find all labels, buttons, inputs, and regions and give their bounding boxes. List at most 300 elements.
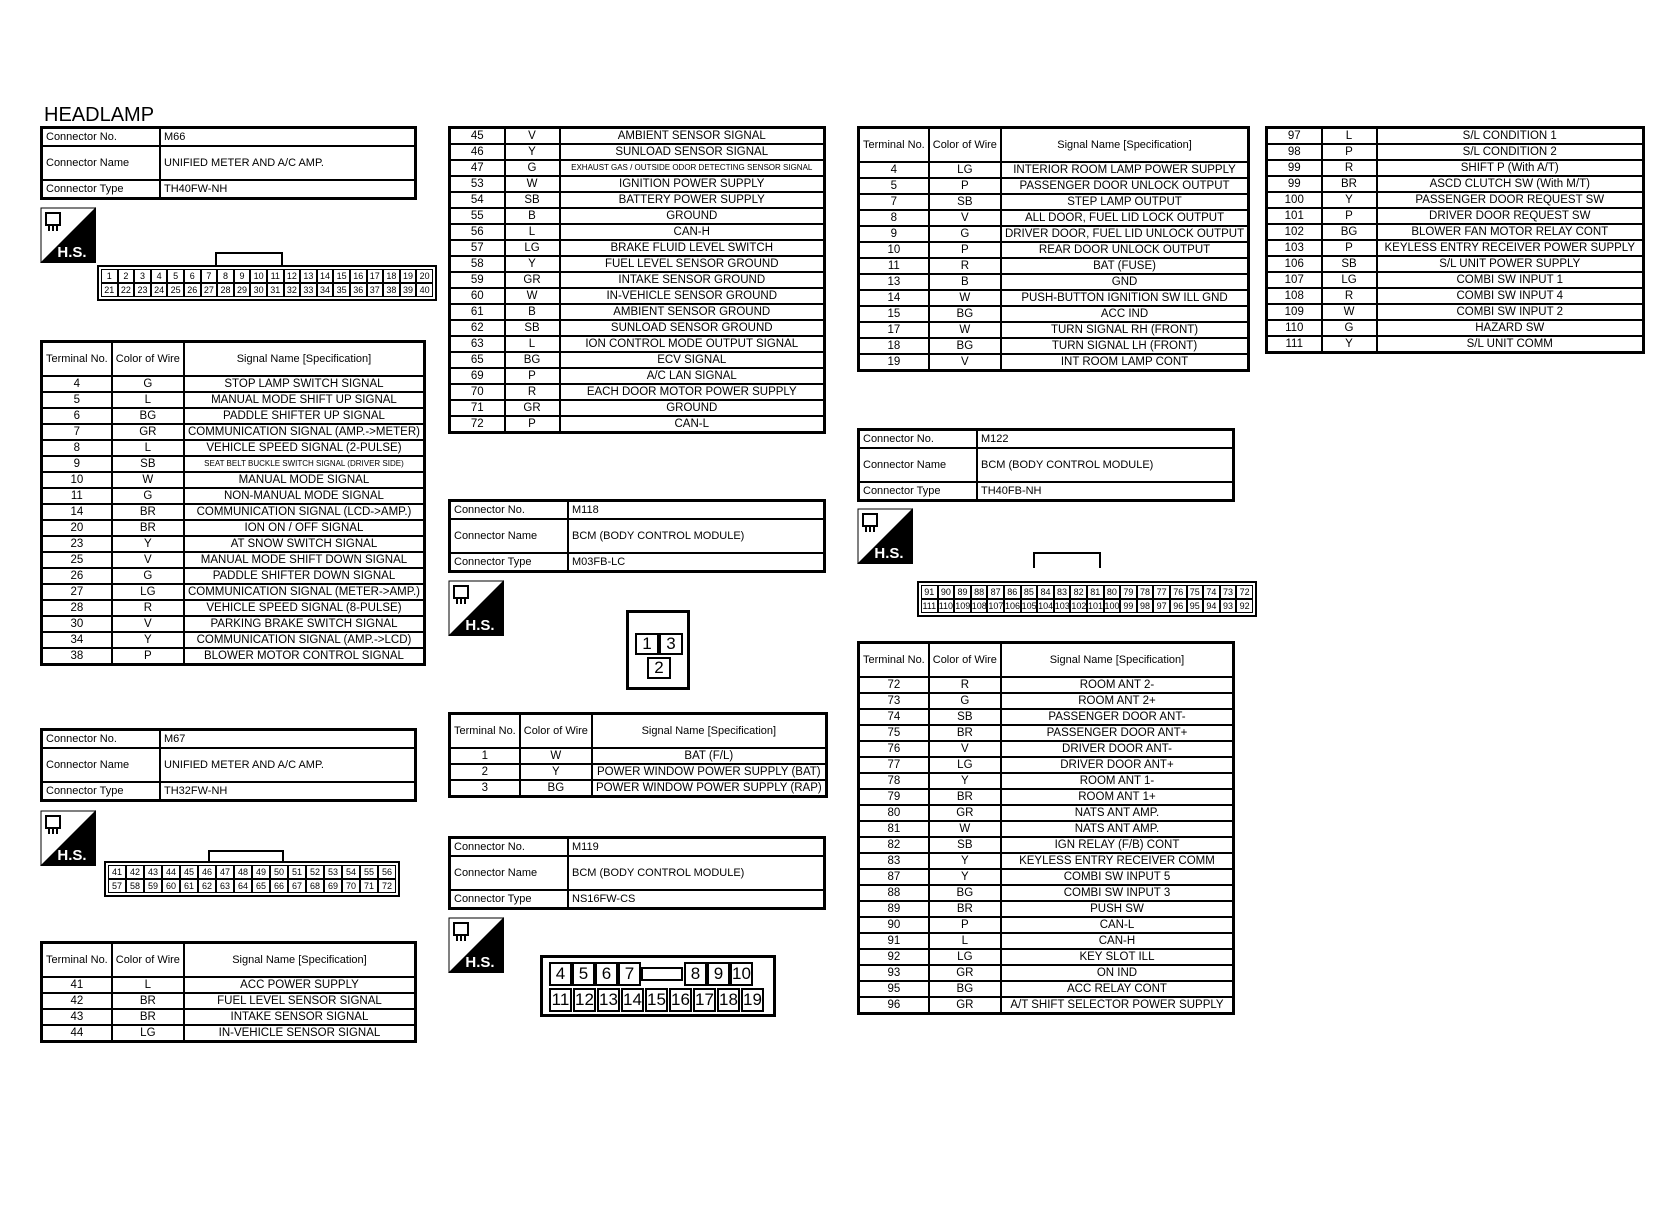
pin: 32 [284, 283, 301, 297]
connector-no-value: M66 [160, 128, 416, 147]
table-row [450, 352, 825, 368]
terminal-cell: 58 [450, 256, 505, 272]
pin: 3 [134, 269, 151, 283]
terminal-cell: 93 [859, 965, 929, 981]
color-cell: BR [112, 993, 184, 1009]
connector-name-value: BCM (BODY CONTROL MODULE) [568, 519, 825, 553]
table-row [859, 917, 1234, 933]
signal-cell: IGNITION POWER SUPPLY [560, 176, 825, 192]
table-row [450, 272, 825, 288]
pin: 53 [324, 865, 342, 879]
color-cell: Y [929, 853, 1001, 869]
pin: 81 [1087, 585, 1104, 599]
pin: 82 [1070, 585, 1087, 599]
pin: 105 [1021, 601, 1037, 611]
pin: 95 [1187, 599, 1204, 613]
terminal-cell: 106 [1267, 256, 1322, 272]
pin: 4 [151, 269, 168, 283]
hs-label: H.S. [874, 545, 904, 562]
pin: 72 [378, 879, 396, 893]
table-row [1267, 128, 1644, 145]
signal-cell: TURN SIGNAL RH (FRONT) [1001, 322, 1249, 338]
signal-cell: PARKING BRAKE SWITCH SIGNAL [184, 616, 425, 632]
terminal-cell: 82 [859, 837, 929, 853]
signal-header: Signal Name [Specification] [1001, 643, 1234, 678]
signal-cell: GROUND [560, 208, 825, 224]
connector-type-value: NS16FW-CS [568, 890, 825, 909]
pin: 6 [595, 962, 618, 986]
pin: 86 [1004, 585, 1021, 599]
color-cell: LG [1322, 272, 1377, 288]
table-row [859, 965, 1234, 981]
table-row [859, 354, 1249, 371]
color-cell: GR [929, 997, 1001, 1014]
color-cell: V [112, 552, 184, 568]
pin: 25 [167, 283, 184, 297]
table-row [1267, 176, 1644, 192]
terminal-cell: 9 [859, 226, 929, 242]
color-cell: V [505, 128, 560, 145]
terminal-cell: 103 [1267, 240, 1322, 256]
pin: 40 [416, 283, 433, 297]
signal-cell: PASSENGER DOOR REQUEST SW [1377, 192, 1644, 208]
signal-cell: COMBI SW INPUT 2 [1377, 304, 1644, 320]
signal-cell: FUEL LEVEL SENSOR GROUND [560, 256, 825, 272]
color-cell: W [929, 290, 1001, 306]
color-header: Color of Wire [929, 128, 1001, 163]
m122-pin-grid [917, 581, 1257, 617]
terminal-cell: 97 [1267, 128, 1322, 145]
color-cell: P [929, 178, 1001, 194]
pin: 19 [400, 269, 417, 283]
pin: 18 [717, 988, 740, 1012]
table-row [42, 1009, 416, 1025]
terminal-cell: 19 [859, 354, 929, 371]
pin: 23 [134, 283, 151, 297]
signal-cell: EXHAUST GAS / OUTSIDE ODOR DETECTING SENSOR SIGNAL [560, 160, 825, 176]
pin: 14 [317, 269, 334, 283]
table-row [859, 274, 1249, 290]
terminal-cell: 7 [42, 424, 112, 440]
terminal-cell: 4 [859, 162, 929, 178]
signal-cell: ECV SIGNAL [560, 352, 825, 368]
table-row [42, 392, 425, 408]
label-connector-type: Connector Type [450, 890, 569, 909]
connector-no-value: M118 [568, 501, 825, 520]
table-row [859, 757, 1234, 773]
pin: 47 [216, 865, 234, 879]
terminal-cell: 47 [450, 160, 505, 176]
pin: 12 [284, 269, 301, 283]
signal-cell: A/T SHIFT SELECTOR POWER SUPPLY [1001, 997, 1234, 1014]
pin: 11 [267, 269, 284, 283]
terminal-cell: 60 [450, 288, 505, 304]
signal-cell: INT ROOM LAMP CONT [1001, 354, 1249, 371]
terminal-cell: 75 [859, 725, 929, 741]
pin: 111 [922, 601, 937, 611]
terminal-header: Terminal No. [42, 943, 112, 978]
terminal-cell: 87 [859, 869, 929, 885]
table-row [42, 993, 416, 1009]
color-cell: R [112, 600, 184, 616]
signal-cell: ION ON / OFF SIGNAL [184, 520, 425, 536]
signal-cell: VEHICLE SPEED SIGNAL (2-PULSE) [184, 440, 425, 456]
table-row [859, 789, 1234, 805]
terminal-cell: 11 [42, 488, 112, 504]
table-row [859, 338, 1249, 354]
pin: 101 [1087, 601, 1103, 611]
pin: 71 [360, 879, 378, 893]
table-row [42, 440, 425, 456]
signal-cell: ACC RELAY CONT [1001, 981, 1234, 997]
terminal-cell: 7 [859, 194, 929, 210]
signal-cell: TURN SIGNAL LH (FRONT) [1001, 338, 1249, 354]
color-header: Color of Wire [520, 714, 592, 749]
pin: 76 [1170, 585, 1187, 599]
color-header: Color of Wire [929, 643, 1001, 678]
signal-cell: NON-MANUAL MODE SIGNAL [184, 488, 425, 504]
hs-label: H.S. [57, 847, 87, 864]
table-header [42, 342, 425, 377]
terminal-cell: 62 [450, 320, 505, 336]
terminal-cell: 95 [859, 981, 929, 997]
color-cell: G [505, 160, 560, 176]
signal-cell: AT SNOW SWITCH SIGNAL [184, 536, 425, 552]
harness-side-icon [448, 917, 504, 973]
signal-cell: S/L UNIT POWER SUPPLY [1377, 256, 1644, 272]
table-row [450, 208, 825, 224]
label-connector-name: Connector Name [450, 519, 569, 553]
color-cell: BR [1322, 176, 1377, 192]
terminal-cell: 63 [450, 336, 505, 352]
pin: 9 [707, 962, 730, 986]
pin: 41 [108, 865, 126, 879]
signal-cell: ROOM ANT 1+ [1001, 789, 1234, 805]
terminal-cell: 59 [450, 272, 505, 288]
terminal-cell: 70 [450, 384, 505, 400]
color-cell: G [1322, 320, 1377, 336]
m66-pin-grid [97, 265, 437, 301]
color-cell: P [112, 648, 184, 665]
label-connector-no: Connector No. [450, 838, 569, 857]
label-connector-type: Connector Type [859, 482, 978, 501]
signal-cell: VEHICLE SPEED SIGNAL (8-PULSE) [184, 600, 425, 616]
pin: 8 [217, 269, 234, 283]
terminal-cell: 99 [1267, 160, 1322, 176]
pin: 11 [549, 988, 572, 1012]
table-row [859, 869, 1234, 885]
terminal-cell: 54 [450, 192, 505, 208]
pin: 93 [1220, 599, 1237, 613]
table-row [859, 693, 1234, 709]
pin: 104 [1038, 601, 1054, 611]
pin: 70 [342, 879, 360, 893]
pin: 52 [306, 865, 324, 879]
connector-name-value: BCM (BODY CONTROL MODULE) [977, 448, 1234, 482]
pin: 102 [1071, 601, 1087, 611]
connector-no-value: M119 [568, 838, 825, 857]
pin: 80 [1104, 585, 1121, 599]
pin-row [108, 865, 396, 879]
pin: 107 [988, 601, 1004, 611]
table-row [859, 725, 1234, 741]
signal-cell: IN-VEHICLE SENSOR SIGNAL [184, 1025, 416, 1042]
pin-row [921, 585, 1253, 599]
terminal-cell: 65 [450, 352, 505, 368]
terminal-cell: 88 [859, 885, 929, 901]
pin: 64 [234, 879, 252, 893]
pin: 4 [549, 962, 572, 986]
pin: 18 [383, 269, 400, 283]
pin: 73 [1220, 585, 1237, 599]
m122-signal-table-cont [1265, 126, 1645, 354]
pin: 90 [938, 585, 955, 599]
pin-row [101, 283, 433, 297]
signal-cell: STOP LAMP SWITCH SIGNAL [184, 376, 425, 392]
pin: 51 [288, 865, 306, 879]
table-row [859, 194, 1249, 210]
m122-signal-table [857, 641, 1235, 1015]
color-cell: Y [929, 773, 1001, 789]
table-row [859, 805, 1234, 821]
pin: 7 [201, 269, 218, 283]
pin: 33 [300, 283, 317, 297]
pin: 94 [1203, 599, 1220, 613]
color-cell: W [1322, 304, 1377, 320]
color-cell: P [929, 242, 1001, 258]
pin: 54 [342, 865, 360, 879]
terminal-cell: 57 [450, 240, 505, 256]
color-cell: Y [1322, 192, 1377, 208]
label-connector-no: Connector No. [450, 501, 569, 520]
pin: 29 [234, 283, 251, 297]
pin: 12 [573, 988, 596, 1012]
terminal-cell: 80 [859, 805, 929, 821]
color-cell: V [929, 210, 1001, 226]
signal-header: Signal Name [Specification] [184, 943, 416, 978]
table-row [1267, 208, 1644, 224]
pin: 65 [252, 879, 270, 893]
color-cell: W [520, 748, 592, 764]
color-cell: BR [112, 504, 184, 520]
table-row [1267, 272, 1644, 288]
pin: 109 [955, 601, 971, 611]
color-cell: L [505, 224, 560, 240]
pin: 26 [184, 283, 201, 297]
terminal-cell: 55 [450, 208, 505, 224]
terminal-cell: 8 [42, 440, 112, 456]
label-connector-name: Connector Name [859, 448, 978, 482]
table-row [42, 408, 425, 424]
signal-cell: POWER WINDOW POWER SUPPLY (RAP) [592, 780, 826, 797]
connector-type-value: TH40FW-NH [160, 180, 416, 199]
signal-header: Signal Name [Specification] [592, 714, 826, 749]
signal-cell: SHIFT P (With A/T) [1377, 160, 1644, 176]
harness-side-icon [857, 508, 913, 564]
pin: 74 [1203, 585, 1220, 599]
terminal-cell: 78 [859, 773, 929, 789]
table-row [42, 376, 425, 392]
color-header: Color of Wire [112, 342, 184, 377]
terminal-cell: 69 [450, 368, 505, 384]
table-row [42, 600, 425, 616]
pin: 13 [597, 988, 620, 1012]
signal-cell: IGN RELAY (F/B) CONT [1001, 837, 1234, 853]
terminal-cell: 30 [42, 616, 112, 632]
pin: 15 [333, 269, 350, 283]
pin: 27 [201, 283, 218, 297]
color-cell: LG [929, 757, 1001, 773]
table-row [450, 304, 825, 320]
signal-cell: SEAT BELT BUCKLE SWITCH SIGNAL (DRIVER SIDE) [184, 456, 425, 472]
color-cell: L [1322, 128, 1377, 145]
terminal-cell: 46 [450, 144, 505, 160]
table-row [450, 128, 825, 145]
table-row [450, 144, 825, 160]
table-row [1267, 320, 1644, 336]
terminal-cell: 13 [859, 274, 929, 290]
pin: 99 [1120, 599, 1137, 613]
color-cell: Y [505, 144, 560, 160]
table-row [450, 256, 825, 272]
color-cell: LG [929, 162, 1001, 178]
pin-row [921, 599, 1253, 613]
pin: 100 [1104, 601, 1120, 611]
terminal-cell: 5 [42, 392, 112, 408]
signal-cell: COMMUNICATION SIGNAL (METER->AMP.) [184, 584, 425, 600]
hs-label: H.S. [465, 617, 495, 634]
signal-cell: GROUND [560, 400, 825, 416]
pin: 39 [400, 283, 417, 297]
table-row [450, 176, 825, 192]
harness-side-icon [40, 810, 96, 866]
table-row [450, 748, 827, 764]
signal-cell: ROOM ANT 2+ [1001, 693, 1234, 709]
table-row [450, 384, 825, 400]
terminal-cell: 27 [42, 584, 112, 600]
table-row [42, 648, 425, 665]
table-header [450, 714, 827, 749]
signal-cell: BRAKE FLUID LEVEL SWITCH [560, 240, 825, 256]
terminal-cell: 9 [42, 456, 112, 472]
color-cell: G [112, 376, 184, 392]
signal-cell: DRIVER DOOR, FUEL LID UNLOCK OUTPUT [1001, 226, 1249, 242]
terminal-cell: 91 [859, 933, 929, 949]
signal-cell: COMBI SW INPUT 3 [1001, 885, 1234, 901]
pin: 19 [741, 988, 764, 1012]
table-row [859, 837, 1234, 853]
m67-signal-table-cont [448, 126, 826, 434]
table-row [1267, 160, 1644, 176]
m67-signal-table [40, 941, 417, 1043]
signal-cell: SUNLOAD SENSOR GROUND [560, 320, 825, 336]
color-cell: P [929, 917, 1001, 933]
signal-cell: POWER WINDOW POWER SUPPLY (BAT) [592, 764, 826, 780]
pin: 2 [647, 657, 671, 679]
terminal-cell: 23 [42, 536, 112, 552]
pin: 5 [572, 962, 595, 986]
pin: 44 [162, 865, 180, 879]
table-row [1267, 288, 1644, 304]
color-cell: BG [505, 352, 560, 368]
table-row [859, 242, 1249, 258]
terminal-header: Terminal No. [42, 342, 112, 377]
terminal-cell: 2 [450, 764, 520, 780]
terminal-cell: 28 [42, 600, 112, 616]
color-cell: SB [505, 320, 560, 336]
pin: 22 [118, 283, 135, 297]
table-row [1267, 304, 1644, 320]
table-row [859, 981, 1234, 997]
table-row [859, 162, 1249, 178]
pin: 59 [144, 879, 162, 893]
pin: 46 [198, 865, 216, 879]
connector-type-value: M03FB-LC [568, 553, 825, 572]
pin: 34 [317, 283, 334, 297]
signal-cell: ACC POWER SUPPLY [184, 977, 416, 993]
signal-cell: AMBIENT SENSOR GROUND [560, 304, 825, 320]
signal-cell: FUEL LEVEL SENSOR SIGNAL [184, 993, 416, 1009]
color-cell: R [505, 384, 560, 400]
terminal-cell: 108 [1267, 288, 1322, 304]
color-cell: SB [929, 194, 1001, 210]
terminal-cell: 61 [450, 304, 505, 320]
color-cell: L [112, 440, 184, 456]
color-cell: BG [929, 981, 1001, 997]
label-connector-name: Connector Name [42, 146, 161, 180]
pin: 35 [333, 283, 350, 297]
color-cell: P [1322, 208, 1377, 224]
signal-cell: CAN-H [1001, 933, 1234, 949]
m119-pins [540, 955, 776, 1017]
color-cell: SB [505, 192, 560, 208]
table-row [42, 424, 425, 440]
color-cell: GR [112, 424, 184, 440]
color-cell: GR [505, 400, 560, 416]
connector-name-value: UNIFIED METER AND A/C AMP. [160, 748, 416, 782]
label-connector-type: Connector Type [42, 782, 161, 801]
pin: 61 [180, 879, 198, 893]
color-cell: BG [520, 780, 592, 797]
terminal-cell: 89 [859, 901, 929, 917]
terminal-cell: 71 [450, 400, 505, 416]
terminal-cell: 109 [1267, 304, 1322, 320]
m67-pin-grid [104, 861, 400, 897]
color-cell: R [1322, 288, 1377, 304]
pin-row [101, 269, 433, 283]
pin: 69 [324, 879, 342, 893]
signal-cell: BLOWER MOTOR CONTROL SIGNAL [184, 648, 425, 665]
color-cell: B [929, 274, 1001, 290]
terminal-cell: 53 [450, 176, 505, 192]
table-row [42, 632, 425, 648]
color-cell: L [505, 336, 560, 352]
table-row [42, 552, 425, 568]
signal-cell: EACH DOOR MOTOR POWER SUPPLY [560, 384, 825, 400]
m118-connector-face [626, 610, 690, 690]
color-cell: BR [929, 901, 1001, 917]
pin: 42 [126, 865, 144, 879]
pin: 20 [416, 269, 433, 283]
signal-header: Signal Name [Specification] [1001, 128, 1249, 163]
pin: 2 [118, 269, 135, 283]
pin: 75 [1187, 585, 1204, 599]
terminal-cell: 92 [859, 949, 929, 965]
color-cell: GR [929, 965, 1001, 981]
pin: 8 [684, 962, 707, 986]
table-row [859, 901, 1234, 917]
pin: 3 [659, 633, 683, 655]
